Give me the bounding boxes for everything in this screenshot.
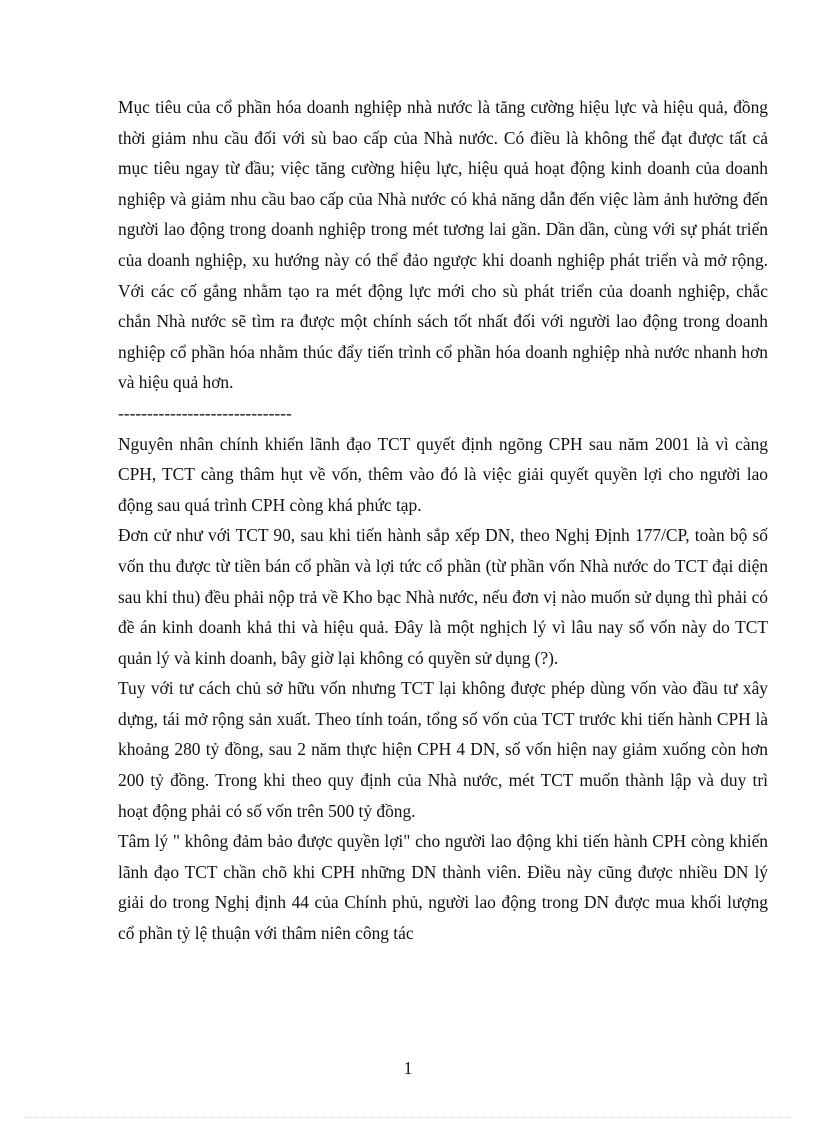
paragraph-worker-rights: Tâm lý " không đảm bảo được quyền lợi" cho người lao động khi tiến hành CPH còng khiến lãnh đạo TCT chần chõ khi CPH những DN thành viên. Điều này cũng được nhiều DN lý giải do trong Nghị định 44 của Chính phủ, người lao động trong DN được mua khối lượng cổ phần tỷ lệ thuận với thâm niên công tác	[118, 831, 768, 944]
page-bottom-border	[24, 1117, 792, 1118]
paragraph-cph-objectives: Mục tiêu của cổ phần hóa doanh nghiệp nhà nước là tăng cường hiệu lực và hiệu quả, đồng thời giảm nhu cầu đối với sù bao cấp của Nhà nước. Có điều là không thể đạt được tất cả mục tiêu ngay từ đầu; việc tăng cường hiệu lực, hiệu quả hoạt động kinh doanh của doanh nghiệp và giảm nhu cầu bao cấp của Nhà nước có khả năng dẫn đến việc làm ảnh hưởng đến người lao động trong doanh nghiệp trong mét tương lai gần. Dần dần, cùng với sự phát triển của doanh nghiệp, xu hướng này có thể đảo ngược khi doanh nghiệp phát triển và mở rộng. Với các cố gắng nhằm tạo ra mét động lực mới cho sù phát triển của doanh nghiệp, chắc chắn Nhà nước sẽ tìm ra được một chính sách tốt nhất đối với người lao động trong doanh nghiệp cổ phần hóa nhằm thúc đẩy tiến trình cổ phần hóa doanh nghiệp nhà nước nhanh hơn và hiệu quả hơn.	[118, 97, 768, 393]
page-number: 1	[403, 1058, 413, 1078]
paragraph-capital-usage: Tuy với tư cách chủ sở hữu vốn nhưng TCT lại không được phép dùng vốn vào đầu tư xây dựng, tái mở rộng sản xuất. Theo tính toán, tổng số vốn của TCT trước khi tiến hành CPH là khoảng 280 tỷ đồng, sau 2 năm thực hiện CPH 4 DN, số vốn hiện nay giảm xuống còn hơn 200 tỷ đồng. Trong khi theo quy định của Nhà nước, mét TCT muốn thành lập và duy trì hoạt động phải có số vốn trên 500 tỷ đồng.	[118, 678, 768, 821]
dashed-separator: ------------------------------	[118, 402, 292, 423]
paragraph-tct90-example: Đơn cử như với TCT 90, sau khi tiến hành sắp xếp DN, theo Nghị Định 177/CP, toàn bộ số vốn thu được từ tiền bán cổ phần và lợi tức cổ phần (từ phần vốn Nhà nước do TCT đại diện sau khi thu) đều phải nộp trả về Kho bạc Nhà nước, nếu đơn vị nào muốn sử dụng thì phải có đề án kinh doanh khả thi và hiệu quả. Đây là một nghịch lý vì lâu nay số vốn này do TCT quản lý và kinh doanh, bây giờ lại không có quyền sử dụng (?).	[118, 525, 768, 668]
document-body	[118, 92, 768, 949]
paragraph-main-reason: Nguyên nhân chính khiến lãnh đạo TCT quyết định ngõng CPH sau năm 2001 là vì càng CPH, TCT càng thâm hụt về vốn, thêm vào đó là việc giải quyết quyền lợi cho người lao động sau quá trình CPH còng khá phức tạp.	[118, 433, 768, 515]
